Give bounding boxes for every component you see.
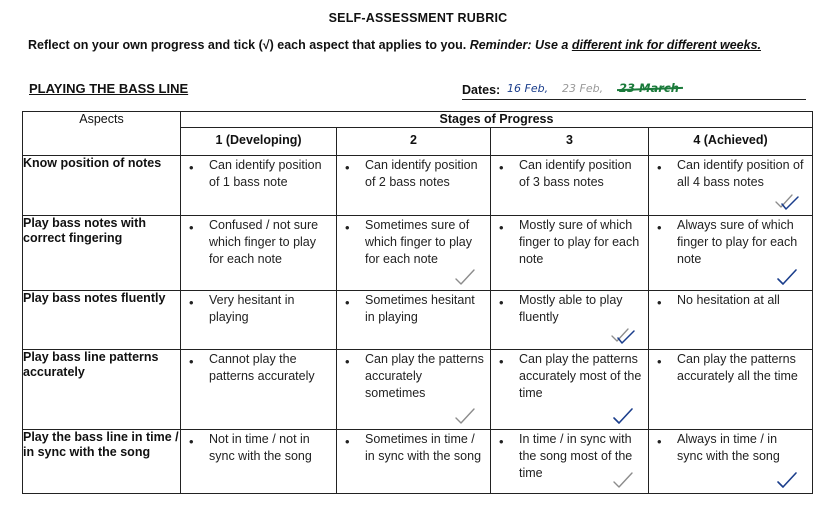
stage-description: Always in time / in sync with the song xyxy=(677,432,780,463)
rubric-body xyxy=(23,156,813,494)
stage-cell xyxy=(181,350,337,430)
stage-cell xyxy=(337,156,491,216)
bullet-icon: • xyxy=(345,434,350,449)
stage-description: Very hesitant in playing xyxy=(209,293,295,324)
stage-cell xyxy=(337,291,491,350)
stage-cell xyxy=(491,430,649,494)
checkmark-icon xyxy=(612,407,634,425)
stage-cell xyxy=(181,430,337,494)
date-entry-3: 23 March xyxy=(619,81,679,95)
stage-cell xyxy=(649,350,813,430)
reminder-prefix: Reminder: Use a xyxy=(469,38,569,52)
bullet-icon: • xyxy=(499,220,504,235)
aspect-cell: Play bass line patterns accurately xyxy=(23,350,181,430)
rubric-row xyxy=(23,291,813,350)
bullet-icon: • xyxy=(189,434,194,449)
stage-cell xyxy=(491,350,649,430)
date-entry-2: 23 Feb, xyxy=(562,82,604,95)
instructions-main: Reflect on your own progress and tick (√) each aspect that applies to you. xyxy=(28,38,467,52)
aspect-cell: Play bass notes fluently xyxy=(23,291,181,350)
bullet-icon: • xyxy=(499,160,504,175)
bullet-icon: • xyxy=(345,354,350,369)
stage-description: Can play the patterns accurately sometimes xyxy=(365,352,484,400)
instructions xyxy=(28,38,828,52)
rubric-row xyxy=(23,156,813,216)
bullet-icon: • xyxy=(657,220,662,235)
reminder-underlined: different ink for different weeks. xyxy=(571,38,761,52)
stage-cell xyxy=(649,156,813,216)
bullet-icon: • xyxy=(189,160,194,175)
bullet-icon: • xyxy=(345,160,350,175)
bullet-icon: • xyxy=(189,295,194,310)
stage-cell xyxy=(649,430,813,494)
bullet-icon: • xyxy=(657,434,662,449)
stage-cell xyxy=(181,156,337,216)
aspect-cell: Play the bass line in time / in sync with the song xyxy=(23,430,181,494)
stage-cell xyxy=(491,156,649,216)
section-title: PLAYING THE BASS LINE xyxy=(29,81,189,96)
stage-description: Sometimes sure of which finger to play for each note xyxy=(365,218,473,266)
stage-cell xyxy=(337,216,491,291)
stage-header-1: 1 (Developing) xyxy=(181,127,337,155)
stage-cell xyxy=(491,291,649,350)
bullet-icon: • xyxy=(657,160,662,175)
stage-cell xyxy=(337,430,491,494)
stage-cell xyxy=(649,216,813,291)
dates-label: Dates: xyxy=(462,83,501,97)
stage-cell xyxy=(649,291,813,350)
aspect-cell: Know position of notes xyxy=(23,156,181,216)
stage-header-4: 4 (Achieved) xyxy=(649,127,813,155)
checkmark-icon xyxy=(612,327,634,345)
rubric-row xyxy=(23,430,813,494)
stage-description: Can identify position of all 4 bass notes xyxy=(677,158,804,189)
page-title: SELF-ASSESSMENT RUBRIC xyxy=(328,11,508,25)
stage-description: Can play the patterns accurately most of the time xyxy=(519,352,642,400)
checkmark-icon xyxy=(612,471,634,489)
stage-cell xyxy=(337,350,491,430)
bullet-icon: • xyxy=(189,220,194,235)
rubric-row xyxy=(23,350,813,430)
aspect-cell: Play bass notes with correct fingering xyxy=(23,216,181,291)
checkmark-icon xyxy=(776,193,798,211)
stages-header: Stages of Progress xyxy=(181,112,813,128)
stage-cell xyxy=(181,216,337,291)
stage-description: Can identify position of 2 bass notes xyxy=(365,158,478,189)
checkmark-icon xyxy=(454,407,476,425)
stage-description: No hesitation at all xyxy=(677,293,780,307)
stage-description: Confused / not sure which finger to play for each note xyxy=(209,218,319,266)
stage-description: Sometimes hesitant in playing xyxy=(365,293,475,324)
stage-header-3: 3 xyxy=(491,127,649,155)
stage-description: Mostly sure of which finger to play for each note xyxy=(519,218,640,266)
bullet-icon: • xyxy=(345,220,350,235)
checkmark-icon xyxy=(454,268,476,286)
stage-description: Mostly able to play fluently xyxy=(519,293,623,324)
stage-description: Can identify position of 1 bass note xyxy=(209,158,322,189)
stage-description: In time / in sync with the song most of the time xyxy=(519,432,633,480)
stage-description: Always sure of which finger to play for each note xyxy=(677,218,798,266)
bullet-icon: • xyxy=(345,295,350,310)
bullet-icon: • xyxy=(189,354,194,369)
stage-description: Cannot play the patterns accurately xyxy=(209,352,315,383)
stage-description: Can play the patterns accurately all the time xyxy=(677,352,798,383)
stage-description: Not in time / not in sync with the song xyxy=(209,432,312,463)
checkmark-icon xyxy=(776,471,798,489)
checkmark-icon xyxy=(776,268,798,286)
dates-line xyxy=(462,83,806,100)
date-entry-1: 16 Feb, xyxy=(507,82,549,95)
bullet-icon: • xyxy=(657,295,662,310)
bullet-icon: • xyxy=(499,354,504,369)
stage-header-2: 2 xyxy=(337,127,491,155)
rubric-table xyxy=(22,111,813,494)
stage-cell xyxy=(181,291,337,350)
stage-description: Sometimes in time / in sync with the song xyxy=(365,432,482,463)
aspects-header: Aspects xyxy=(23,112,181,156)
bullet-icon: • xyxy=(499,434,504,449)
bullet-icon: • xyxy=(657,354,662,369)
stage-description: Can identify position of 3 bass notes xyxy=(519,158,632,189)
stage-cell xyxy=(491,216,649,291)
bullet-icon: • xyxy=(499,295,504,310)
rubric-row xyxy=(23,216,813,291)
